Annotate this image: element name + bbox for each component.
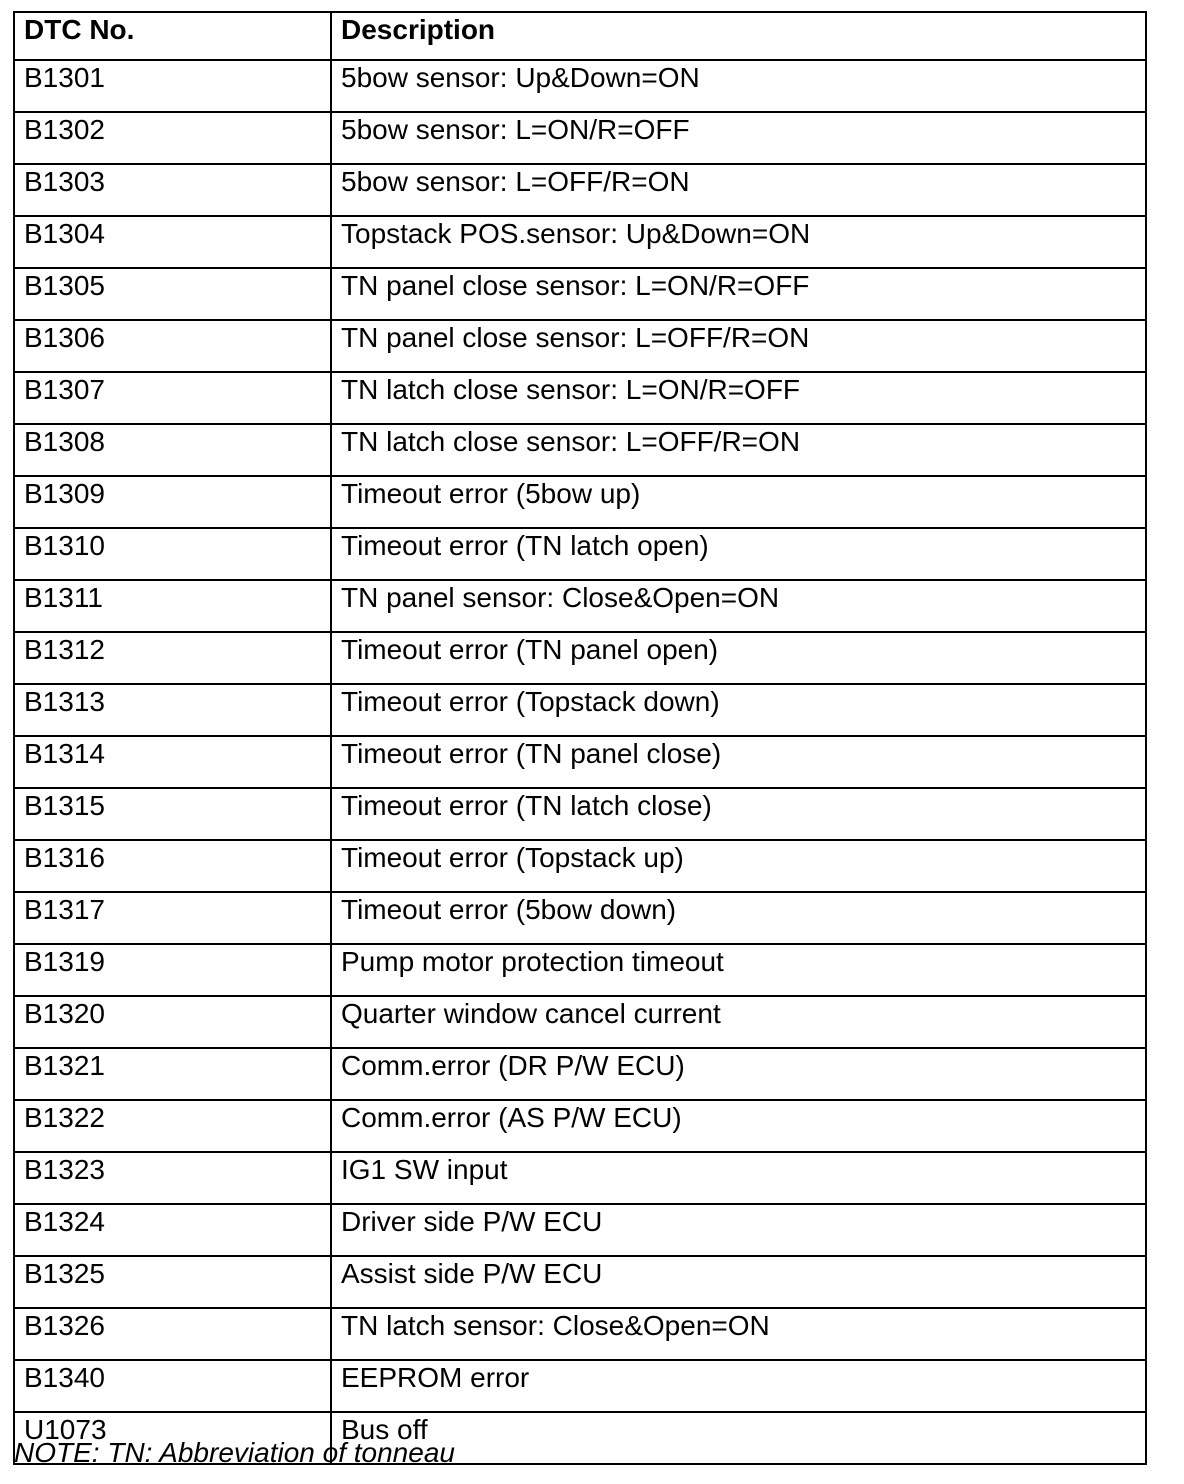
table-row [14, 996, 1146, 1048]
table-row [14, 1256, 1146, 1308]
dtc-description-cell: Quarter window cancel current [331, 996, 1146, 1048]
table-row [14, 892, 1146, 944]
dtc-code-cell: B1322 [14, 1100, 331, 1152]
header-dtc-no: DTC No. [14, 12, 331, 60]
table-row [14, 60, 1146, 112]
dtc-description-cell: Timeout error (TN latch open) [331, 528, 1146, 580]
dtc-code-cell: B1315 [14, 788, 331, 840]
dtc-description-cell: 5bow sensor: L=ON/R=OFF [331, 112, 1146, 164]
table-row [14, 164, 1146, 216]
dtc-description-cell: 5bow sensor: Up&Down=ON [331, 60, 1146, 112]
dtc-code-cell: B1317 [14, 892, 331, 944]
dtc-code-cell: B1321 [14, 1048, 331, 1100]
table-row [14, 580, 1146, 632]
dtc-description-cell: Timeout error (TN latch close) [331, 788, 1146, 840]
dtc-description-cell: Timeout error (5bow up) [331, 476, 1146, 528]
table-row [14, 632, 1146, 684]
dtc-description-cell: TN panel sensor: Close&Open=ON [331, 580, 1146, 632]
dtc-code-cell: B1314 [14, 736, 331, 788]
dtc-code-cell: B1305 [14, 268, 331, 320]
table-row [14, 840, 1146, 892]
dtc-code-cell: B1313 [14, 684, 331, 736]
table-row [14, 112, 1146, 164]
table-header-row [14, 12, 1146, 60]
table-row [14, 216, 1146, 268]
table-row [14, 944, 1146, 996]
dtc-code-cell: B1312 [14, 632, 331, 684]
dtc-code-cell: U1073 [14, 1412, 331, 1464]
table-row [14, 1048, 1146, 1100]
dtc-description-cell: Pump motor protection timeout [331, 944, 1146, 996]
table-row [14, 476, 1146, 528]
table-row [14, 1152, 1146, 1204]
footnote: NOTE: TN: Abbreviation of tonneau [14, 1437, 455, 1468]
dtc-description-cell: TN panel close sensor: L=ON/R=OFF [331, 268, 1146, 320]
dtc-description-cell: Timeout error (TN panel close) [331, 736, 1146, 788]
dtc-code-cell: B1324 [14, 1204, 331, 1256]
dtc-description-cell: Driver side P/W ECU [331, 1204, 1146, 1256]
dtc-description-cell: Timeout error (Topstack down) [331, 684, 1146, 736]
dtc-code-cell: B1319 [14, 944, 331, 996]
dtc-code-cell: B1320 [14, 996, 331, 1048]
dtc-code-cell: B1302 [14, 112, 331, 164]
table-row [14, 788, 1146, 840]
table-row [14, 736, 1146, 788]
dtc-table [13, 11, 1147, 1465]
dtc-code-cell: B1323 [14, 1152, 331, 1204]
table-row [14, 684, 1146, 736]
dtc-description-cell: Timeout error (Topstack up) [331, 840, 1146, 892]
dtc-code-cell: B1309 [14, 476, 331, 528]
dtc-description-cell: EEPROM error [331, 1360, 1146, 1412]
dtc-code-cell: B1304 [14, 216, 331, 268]
dtc-description-cell: Assist side P/W ECU [331, 1256, 1146, 1308]
dtc-code-cell: B1326 [14, 1308, 331, 1360]
table-row [14, 528, 1146, 580]
table-row [14, 1100, 1146, 1152]
dtc-description-cell: Timeout error (5bow down) [331, 892, 1146, 944]
dtc-code-cell: B1307 [14, 372, 331, 424]
dtc-code-cell: B1301 [14, 60, 331, 112]
dtc-code-cell: B1311 [14, 580, 331, 632]
dtc-code-cell: B1306 [14, 320, 331, 372]
dtc-code-cell: B1325 [14, 1256, 331, 1308]
header-description: Description [331, 12, 1146, 60]
dtc-description-cell: Comm.error (DR P/W ECU) [331, 1048, 1146, 1100]
table-body [14, 60, 1146, 1464]
table-row [14, 424, 1146, 476]
dtc-description-cell: Bus off [331, 1412, 1146, 1464]
table-row [14, 372, 1146, 424]
dtc-code-cell: B1310 [14, 528, 331, 580]
dtc-description-cell: TN latch close sensor: L=ON/R=OFF [331, 372, 1146, 424]
dtc-description-cell: Topstack POS.sensor: Up&Down=ON [331, 216, 1146, 268]
table-row [14, 1308, 1146, 1360]
table-row [14, 320, 1146, 372]
dtc-description-cell: Comm.error (AS P/W ECU) [331, 1100, 1146, 1152]
dtc-code-cell: B1303 [14, 164, 331, 216]
dtc-code-cell: B1308 [14, 424, 331, 476]
dtc-description-cell: TN panel close sensor: L=OFF/R=ON [331, 320, 1146, 372]
dtc-description-cell: TN latch sensor: Close&Open=ON [331, 1308, 1146, 1360]
table-row [14, 1204, 1146, 1256]
dtc-code-cell: B1316 [14, 840, 331, 892]
dtc-description-cell: IG1 SW input [331, 1152, 1146, 1204]
dtc-code-cell: B1340 [14, 1360, 331, 1412]
dtc-description-cell: Timeout error (TN panel open) [331, 632, 1146, 684]
dtc-description-cell: 5bow sensor: L=OFF/R=ON [331, 164, 1146, 216]
dtc-description-cell: TN latch close sensor: L=OFF/R=ON [331, 424, 1146, 476]
table-row [14, 268, 1146, 320]
table-row [14, 1360, 1146, 1412]
